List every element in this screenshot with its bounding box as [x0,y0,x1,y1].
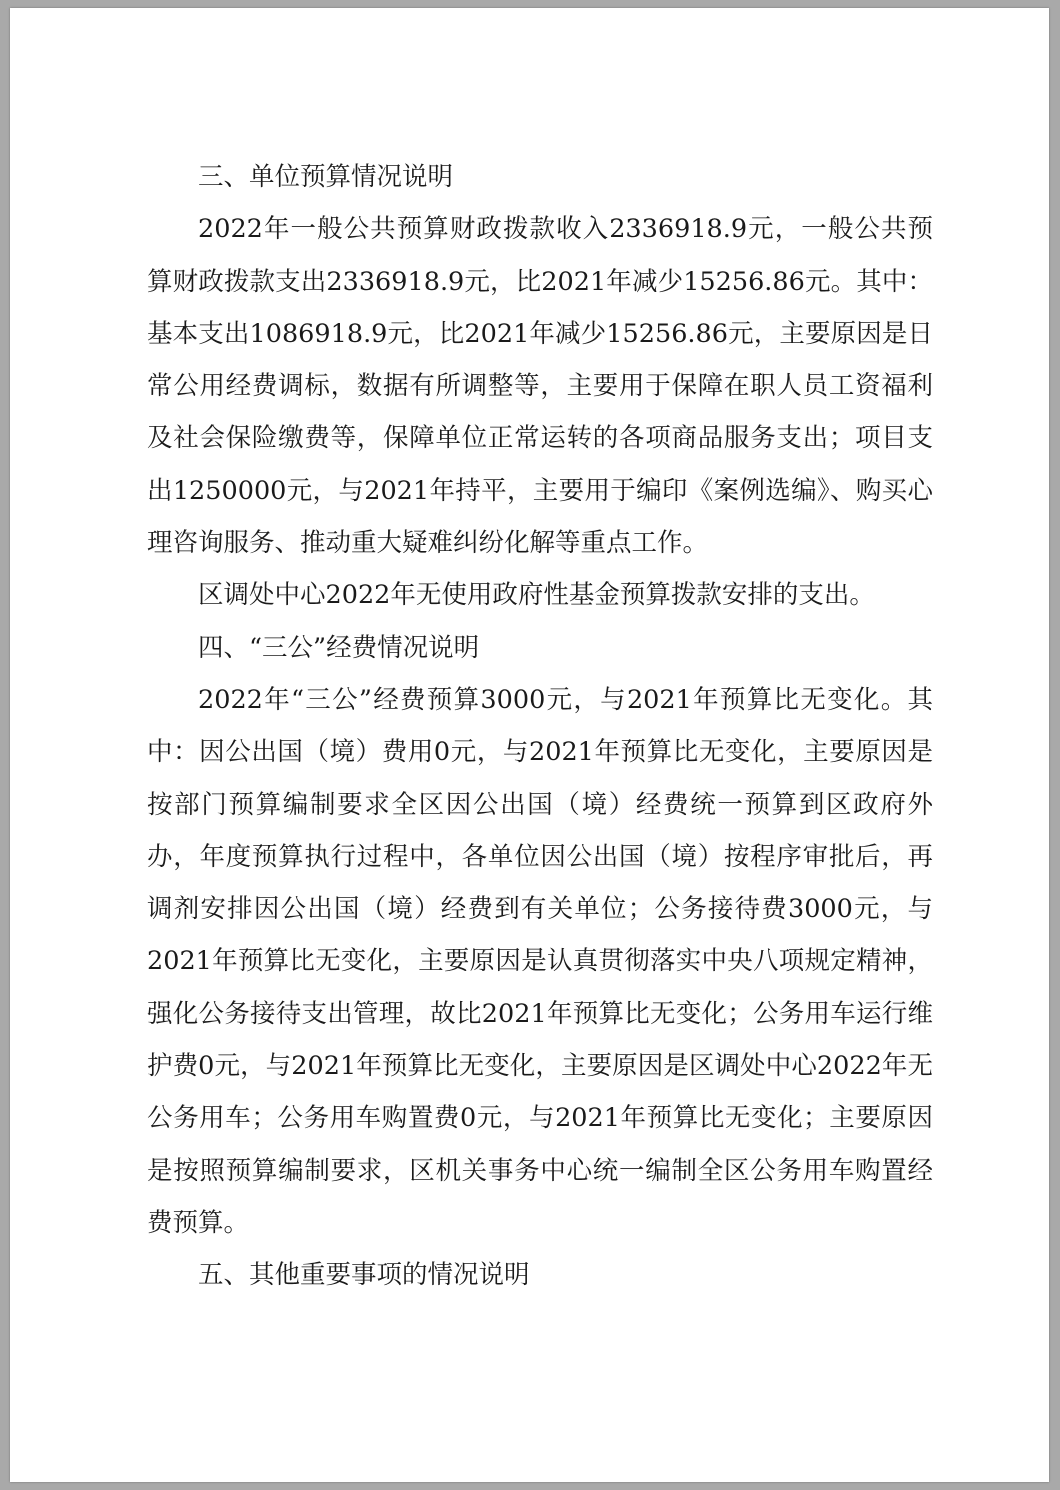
section-heading-three-public: 四、“三公”经费情况说明 [198,632,480,663]
section-heading-budget: 三、单位预算情况说明 [198,162,454,192]
paragraph-budget-details: 2022年一般公共预算财政拨款收入2336918.9元，一般公共预算财政拨款支出2336918.9元，比2021年减少15256.86元。其中：基本支出1086918.9元，比2021年减少15256.86元，主要原因是日常公用经费调标，数据有所调整等，主要用于保障在职人员工资福利及社会保险缴费等，保障单位正常运转的各项商品服务支出；项目支出1250000元，与2021年持平，主要用于编印《案例选编》、购买心理咨询服务、推动重大疑难纠纷化解等重点工作。 [147,214,933,559]
document-body [147,151,933,1302]
paragraph-three-public-details: 2022年“三公”经费预算3000元，与2021年预算比无变化。其中：因公出国（境）费用0元，与2021年预算比无变化，主要原因是按部门预算编制要求全区因公出国（境）经费统一预算到区政府外办，年度预算执行过程中，各单位因公出国（境）按程序审批后，再调剂安排因公出国（境）经费到有关单位；公务接待费3000元，与2021年预算比无变化，主要原因是认真贯彻落实中央八项规定精神，强化公务接待支出管理，故比2021年预算比无变化；公务用车运行维护费0元，与2021年预算比无变化，主要原因是区调处中心2022年无公务用车；公务用车购置费0元，与2021年预算比无变化；主要原因是按照预算编制要求，区机关事务中心统一编制全区公务用车购置经费预算。 [147,684,933,1238]
section-heading-other-matters: 五、其他重要事项的情况说明 [198,1260,530,1291]
document-page [10,8,1049,1482]
paragraph-government-fund: 区调处中心2022年无使用政府性基金预算拨款安排的支出。 [198,580,875,611]
